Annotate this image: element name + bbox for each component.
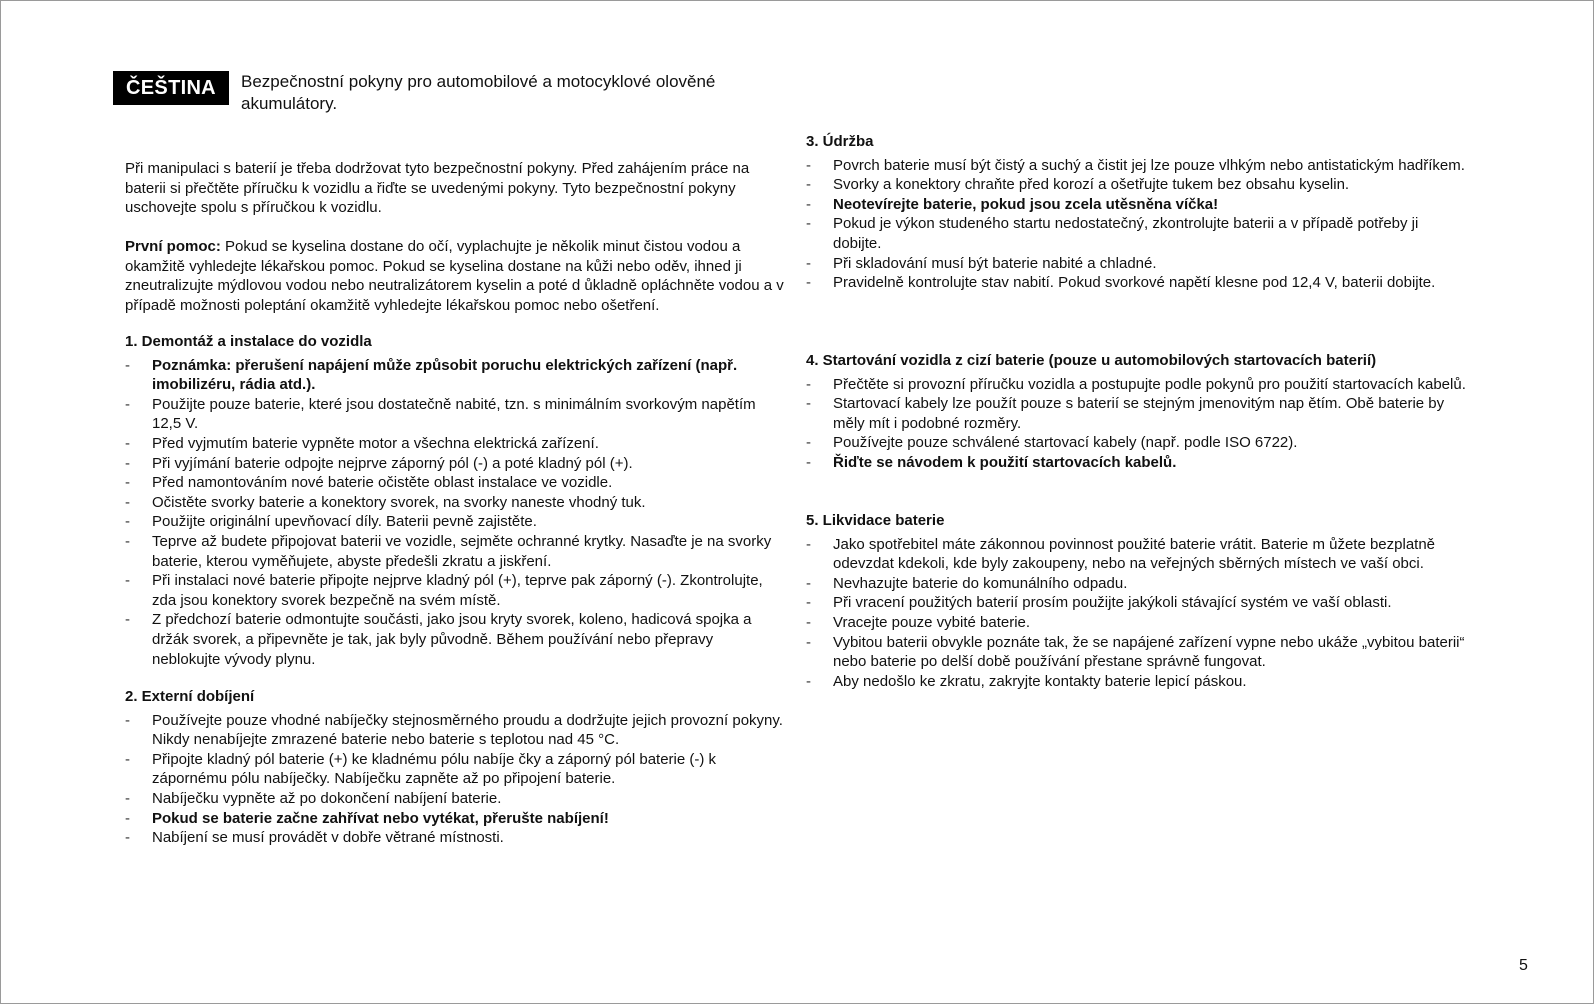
dash-bullet: -	[806, 254, 811, 272]
list-item-text: Nabíječku vypněte až po dokončení nabíjení baterie.	[152, 789, 502, 807]
dash-bullet: -	[806, 156, 811, 174]
list-item	[806, 672, 1466, 692]
list-item-text: Použijte pouze baterie, které jsou dostatečně nabité, tzn. s minimálním svorkovým napětím 12,5 V.	[152, 395, 756, 433]
list-item-text: Vracejte pouze vybité baterie.	[833, 613, 1031, 631]
dash-bullet: -	[806, 195, 811, 213]
dash-bullet: -	[806, 535, 811, 553]
list-item	[806, 214, 1466, 253]
section-jump-start	[806, 351, 1466, 473]
list-item-text: Při vyjímání baterie odpojte nejprve záporný pól (-) a poté kladný pól (+).	[152, 454, 633, 472]
list-item	[125, 809, 785, 829]
list-item	[125, 789, 785, 809]
section-list	[125, 711, 785, 848]
list-item-text: Neotevírejte baterie, pokud jsou zcela utěsněna víčka!	[833, 195, 1219, 213]
list-item-text: Nabíjení se musí provádět v dobře větrané místnosti.	[152, 829, 504, 847]
list-item-text: Aby nedošlo ke zkratu, zakryjte kontakty baterie lepicí páskou.	[833, 672, 1247, 690]
list-item	[125, 395, 785, 434]
section-heading: 1. Demontáž a instalace do vozidla	[125, 333, 372, 350]
list-item-text: Přečtěte si provozní příručku vozidla a postupujte podle pokynů pro použití startovacích kabelů.	[833, 375, 1466, 393]
list-item	[806, 175, 1466, 195]
dash-bullet: -	[125, 711, 130, 729]
dash-bullet: -	[806, 574, 811, 592]
list-item	[125, 571, 785, 610]
list-item-text: Při instalaci nové baterie připojte nejprve kladný pól (+), teprve pak záporný (-). Zkontrolujte, zda jsou konektory svorek bezpečně na svém místě.	[152, 572, 763, 609]
dash-bullet: -	[125, 513, 130, 531]
list-item	[806, 195, 1466, 215]
dash-bullet: -	[125, 493, 130, 511]
list-item	[125, 454, 785, 474]
dash-bullet: -	[806, 176, 811, 194]
list-item-text: Poznámka: přerušení napájení může způsobit poruchu elektrických zařízení (např. imobilizéru, rádia atd.).	[152, 356, 738, 394]
list-item	[806, 574, 1466, 594]
list-item-text: Při vracení použitých baterií prosím použijte jakýkoli stávající systém ve vaší oblasti.	[833, 594, 1392, 612]
page-number: 5	[1519, 957, 1528, 974]
list-item	[125, 532, 785, 571]
list-item-text: Povrch baterie musí být čistý a suchý a čistit jej lze pouze vlhkým nebo antistatickým hadříkem.	[833, 156, 1465, 174]
section-maintenance	[806, 132, 1466, 293]
section-heading: 3. Údržba	[806, 133, 874, 150]
dash-bullet: -	[806, 215, 811, 233]
list-item	[806, 254, 1466, 274]
list-item	[806, 433, 1466, 453]
intro-paragraph: Při manipulaci s baterií je třeba dodržovat tyto bezpečnostní pokyny. Před zahájením práce na baterii si přečtěte příručku k vozidlu a řiďte se uvedenými pokyny. Tyto bezpečnostní pokyny uschovejte spolu s příručkou k vozidlu.	[125, 160, 750, 217]
list-item-text: Pravidelně kontrolujte stav nabití. Pokud svorkové napětí klesne pod 12,4 V, baterii dobijte.	[833, 274, 1436, 292]
list-item-text: Vybitou baterii obvykle poznáte tak, že se napájené zařízení vypne nebo ukáže „vybitou baterii“ nebo baterie po delší době používání přestane správně fungovat.	[833, 633, 1465, 671]
list-item	[125, 434, 785, 454]
list-item-text: Použijte originální upevňovací díly. Baterii pevně zajistěte.	[152, 513, 537, 531]
list-item-text: Před namontováním nové baterie očistěte oblast instalace ve vozidle.	[152, 474, 613, 492]
dash-bullet: -	[125, 611, 130, 629]
list-item	[806, 394, 1466, 433]
dash-bullet: -	[125, 434, 130, 452]
list-item	[806, 593, 1466, 613]
list-item	[125, 610, 785, 669]
list-item-text: Pokud se baterie začne zahřívat nebo vytékat, přerušte nabíjení!	[152, 809, 609, 827]
first-aid-text: Pokud se kyselina dostane do očí, vyplachujte je několik minut čistou vodou a okamžitě vyhledejte lékařskou pomoc. Pokud se kyselina dostane na kůži nebo oděv, ihned ji zneutralizujte mýdlovou vodou nebo neutralizátorem kyselin a poté d ůkladně opláchněte vodou a v případě možnosti poleptání okamžitě vyhledejte lékařskou pomoc nebo ošetření.	[125, 238, 784, 314]
dash-bullet: -	[125, 532, 130, 550]
dash-bullet: -	[806, 453, 811, 471]
section-heading: 4. Startování vozidla z cizí baterie (pouze u automobilových startovacích baterií)	[806, 352, 1377, 369]
list-item-text: Pokud je výkon studeného startu nedostatečný, zkontrolujte baterii a v případě potřeby ji dobijte.	[833, 215, 1419, 252]
dash-bullet: -	[125, 572, 130, 590]
list-item	[125, 828, 785, 848]
list-item-text: Používejte pouze schválené startovací kabely (např. podle ISO 6722).	[833, 434, 1298, 452]
list-item-text: Svorky a konektory chraňte před korozí a ošetřujte tukem bez obsahu kyselin.	[833, 176, 1350, 194]
list-item	[125, 512, 785, 532]
list-item	[125, 356, 785, 395]
dash-bullet: -	[806, 375, 811, 393]
dash-bullet: -	[806, 594, 811, 612]
dash-bullet: -	[125, 395, 130, 413]
list-item	[806, 273, 1466, 293]
list-item	[125, 473, 785, 493]
list-item-text: Jako spotřebitel máte zákonnou povinnost použité baterie vrátit. Baterie m ůžete bezplatně odevzdat kdekoli, kde byly zakoupeny, nebo na veřejných sběrných místech ve vaší obci.	[833, 535, 1436, 573]
list-item-text: Očistěte svorky baterie a konektory svorek, na svorky naneste vhodný tuk.	[152, 493, 646, 511]
dash-bullet: -	[125, 789, 130, 807]
list-item	[125, 493, 785, 513]
language-badge: ČEŠTINA	[113, 71, 229, 105]
list-item-text: Připojte kladný pól baterie (+) ke kladnému pólu nabíje čky a záporný pól baterie (-) k zápornému pólu nabíječky. Nabíječku zapněte až po připojení baterie.	[152, 750, 717, 788]
list-item	[806, 633, 1466, 672]
dash-bullet: -	[806, 434, 811, 452]
section-list	[806, 535, 1466, 692]
list-item	[806, 613, 1466, 633]
first-aid-block	[125, 237, 785, 315]
section-external-charging	[125, 687, 785, 848]
dash-bullet: -	[806, 613, 811, 631]
dash-bullet: -	[806, 633, 811, 651]
dash-bullet: -	[125, 356, 130, 374]
list-item	[806, 453, 1466, 473]
dash-bullet: -	[125, 454, 130, 472]
dash-bullet: -	[125, 809, 130, 827]
list-item	[125, 750, 785, 789]
list-item-text: Řiďte se návodem k použití startovacích kabelů.	[833, 453, 1177, 471]
dash-bullet: -	[125, 750, 130, 768]
section-list	[806, 156, 1466, 293]
first-aid-paragraph	[125, 237, 785, 315]
list-item-text: Před vyjmutím baterie vypněte motor a všechna elektrická zařízení.	[152, 434, 599, 452]
list-item	[806, 375, 1466, 395]
document-title: Bezpečnostní pokyny pro automobilové a motocyklové olověné akumulátory.	[241, 72, 716, 113]
intro-block	[125, 159, 785, 218]
list-item-text: Teprve až budete připojovat baterii ve vozidle, sejměte ochranné krytky. Nasaďte je na svorky baterie, kterou vyměňujete, abyste předešli zkratu a jiskření.	[152, 532, 772, 570]
first-aid-label: První pomoc:	[125, 238, 221, 255]
list-item-text: Startovací kabely lze použít pouze s baterií se stejným jmenovitým nap ětím. Obě baterie by měly mít i podobné rozměry.	[833, 395, 1445, 432]
dash-bullet: -	[125, 829, 130, 847]
list-item	[125, 711, 785, 750]
dash-bullet: -	[806, 274, 811, 292]
list-item-text: Při skladování musí být baterie nabité a chladné.	[833, 254, 1157, 272]
list-item	[806, 535, 1466, 574]
list-item	[806, 156, 1466, 176]
dash-bullet: -	[125, 474, 130, 492]
dash-bullet: -	[806, 395, 811, 413]
section-list	[806, 375, 1466, 473]
section-disposal	[806, 511, 1466, 691]
list-item-text: Z předchozí baterie odmontujte součásti, jako jsou kryty svorek, koleno, hadicová spojka a držák svorek, a připevněte je tak, jak byly původně. Během používání nebo přepravy neblokujte vývody plynu.	[152, 611, 752, 668]
section-heading: 2. Externí dobíjení	[125, 688, 255, 705]
section-heading: 5. Likvidace baterie	[806, 512, 945, 529]
list-item-text: Nevhazujte baterie do komunálního odpadu.	[833, 574, 1128, 592]
section-list	[125, 356, 785, 670]
list-item-text: Používejte pouze vhodné nabíječky stejnosměrného proudu a dodržujte jejich provozní pokyny. Nikdy nenabíjejte zmrazené baterie nebo baterie s teplotou nad 45 °C.	[152, 711, 783, 749]
dash-bullet: -	[806, 672, 811, 690]
section-removal-installation	[125, 332, 785, 669]
